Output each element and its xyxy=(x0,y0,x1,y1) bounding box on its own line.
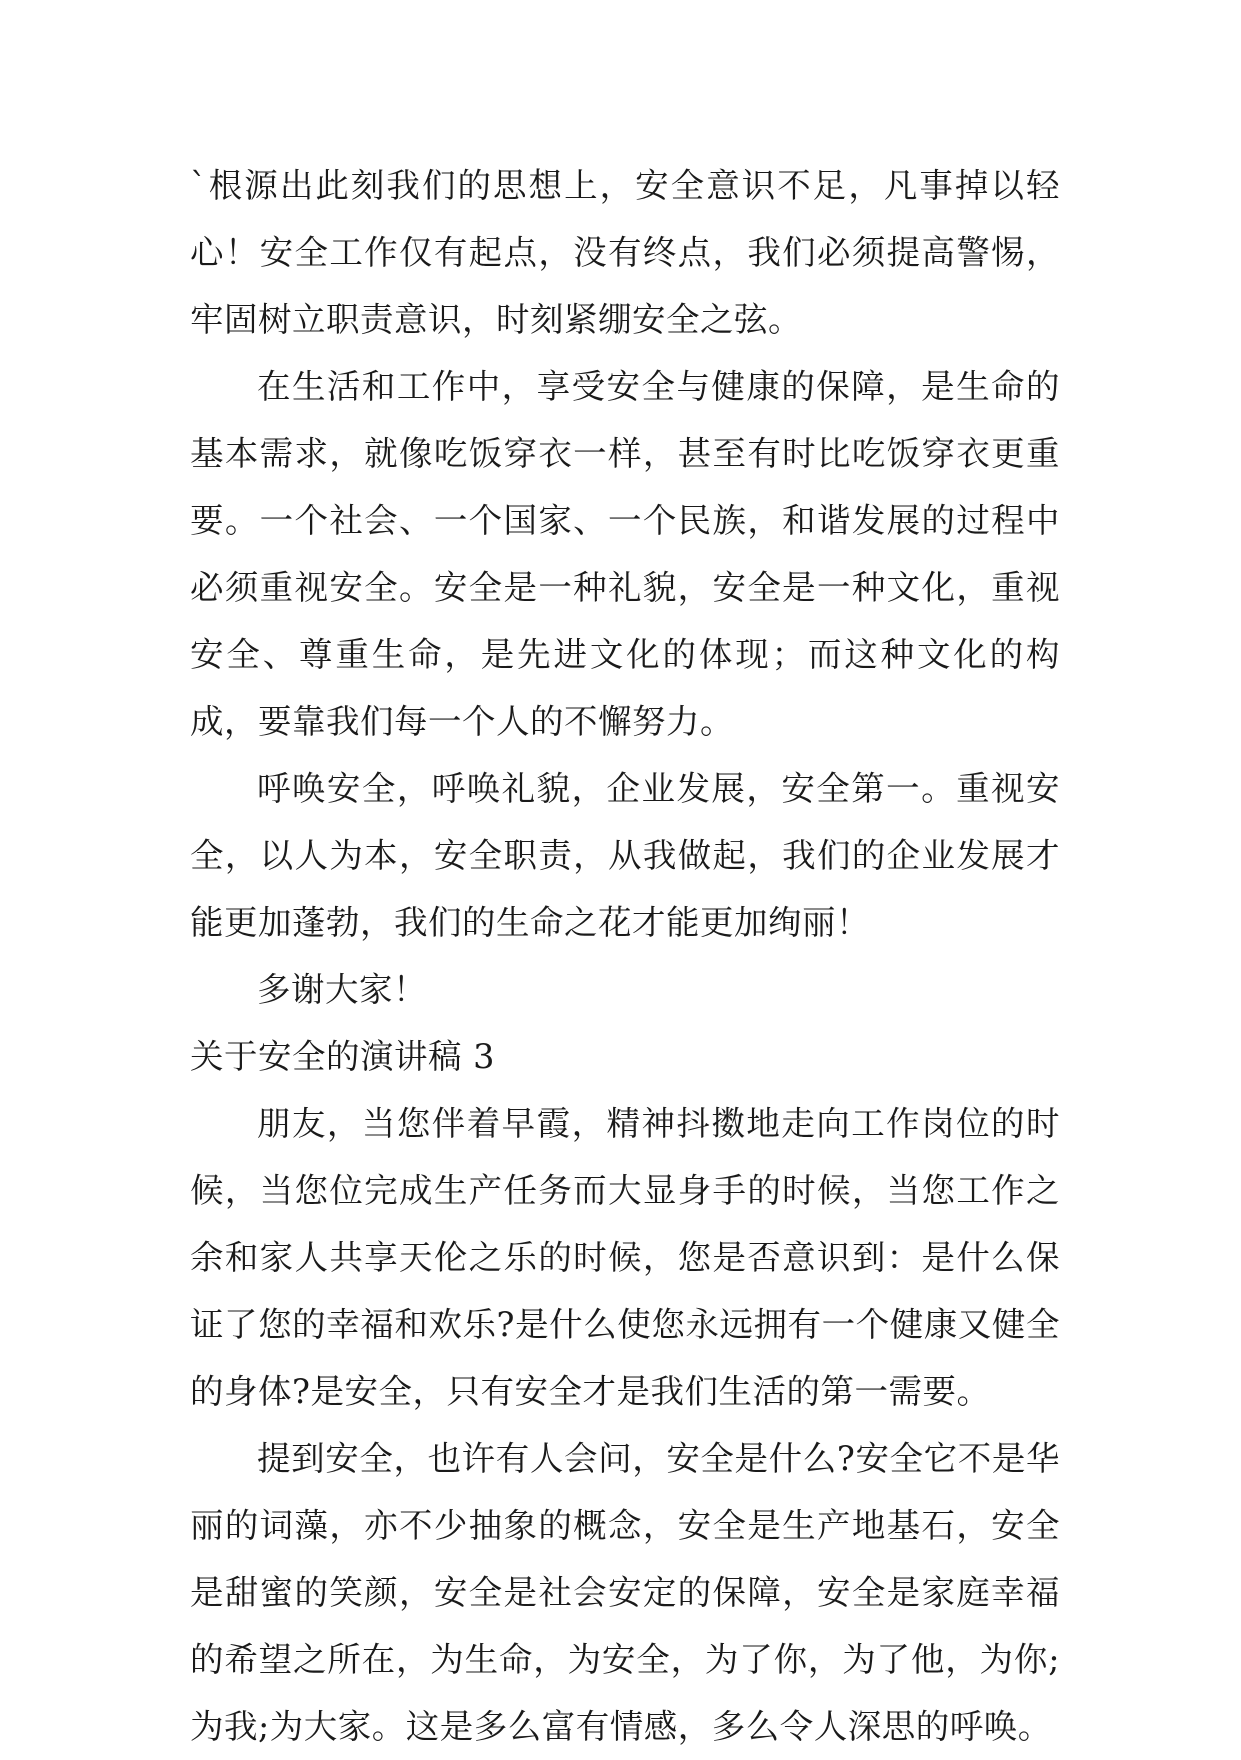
paragraph-3: 呼唤安全，呼唤礼貌，企业发展，安全第一。重视安全，以人为本，安全职责，从我做起，我们的企业发展才能更加蓬勃，我们的生命之花才能更加绚丽！ xyxy=(190,769,1060,942)
section-title: 关于安全的演讲稿 3 xyxy=(190,1037,495,1076)
paragraph-6: 提到安全，也许有人会问，安全是什么?安全它不是华丽的词藻，亦不少抽象的概念，安全是生产地基石，安全是甜蜜的笑颜，安全是社会安定的保障，安全是家庭幸福的希望之所在，为生命，为安全，为了你，为了他，为你;为我;为大家。这是多么富有情感，多么令人深思的呼唤。 xyxy=(190,1439,1060,1746)
document-body xyxy=(190,152,1060,1760)
paragraph-4: 多谢大家！ xyxy=(257,970,427,1009)
paragraph-2: 在生活和工作中，享受安全与健康的保障，是生命的基本需求，就像吃饭穿衣一样，甚至有时比吃饭穿衣更重要。一个社会、一个国家、一个民族，和谐发展的过程中必须重视安全。安全是一种礼貌，安全是一种文化，重视安全、尊重生命，是先进文化的体现；而这种文化的构成，要靠我们每一个人的不懈努力。 xyxy=(190,367,1060,741)
paragraph-5: 朋友，当您伴着早霞，精神抖擞地走向工作岗位的时候，当您位完成生产任务而大显身手的时候，当您工作之余和家人共享天伦之乐的时候，您是否意识到：是什么保证了您的幸福和欢乐?是什么使您永远拥有一个健康又健全的身体?是安全，只有安全才是我们生活的第一需要。 xyxy=(190,1104,1060,1411)
paragraph-1: `根源出此刻我们的思想上，安全意识不足，凡事掉以轻心！安全工作仅有起点，没有终点，我们必须提高警惕，牢固树立职责意识，时刻紧绷安全之弦。 xyxy=(190,166,1060,339)
